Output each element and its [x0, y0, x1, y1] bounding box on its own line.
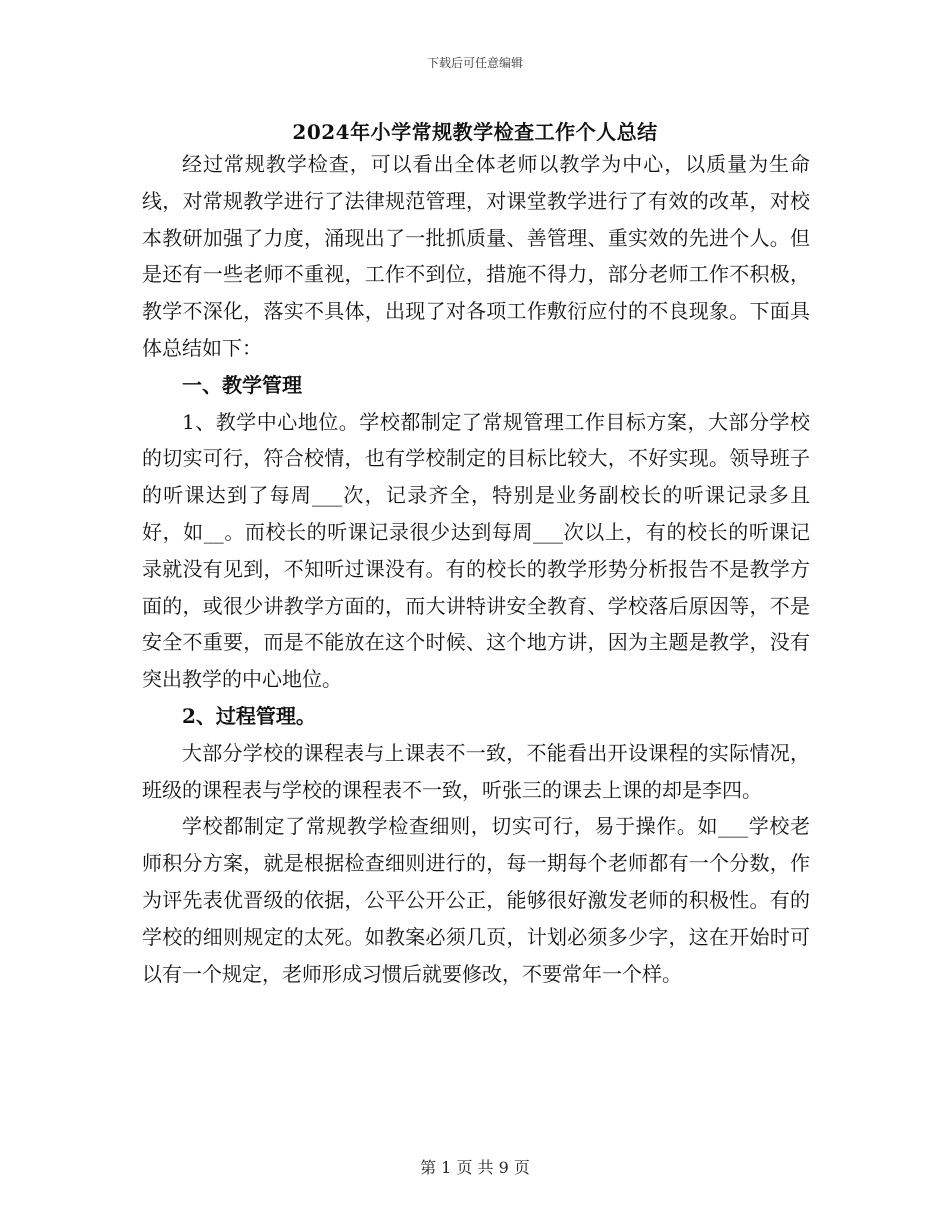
page-number: 第 1 页 共 9 页	[420, 1158, 530, 1177]
paragraph-teaching-center: 1、教学中心地位。学校都制定了常规管理工作目标方案，大部分学校的切实可行，符合校情，也有学校制定的目标比较大，不好实现。领导班子的听课达到了每周___次，记录齐全，特别是业务副校长的听课记录多且好，如__。而校长的听课记录很少达到每周___次以上，有的校长的听课记录就没有见到，不知听过课没有。有的校长的教学形势分析报告不是教学方面的，或很少讲教学方面的，而大讲特讲安全教育、学校落后原因等，不是安全不重要，而是不能放在这个时候、这个地方讲，因为主题是教学，没有突出教学的中心地位。	[142, 409, 810, 692]
download-note: 下载后可任意编辑	[426, 56, 523, 70]
document-title: 2024年小学常规教学检查工作个人总结	[292, 120, 658, 144]
subheading-process-management: 2、过程管理。	[182, 703, 316, 728]
document-body	[142, 146, 810, 992]
section-heading-teaching-management: 一、教学管理	[182, 372, 302, 397]
intro-paragraph: 经过常规教学检查，可以看出全体老师以教学为中心，以质量为生命线，对常规教学进行了法律规范管理，对课堂教学进行了有效的改革，对校本教研加强了力度，涌现出了一批抓质量、善管理、重实效的先进个人。但是还有一些老师不重视，工作不到位，措施不得力，部分老师工作不积极，教学不深化，落实不具体，出现了对各项工作敷衍应付的不良现象。下面具体总结如下：	[142, 152, 810, 360]
paragraph-timetable: 大部分学校的课程表与上课表不一致，不能看出开设课程的实际情况，班级的课程表与学校的课程表不一致，听张三的课去上课的却是李四。	[142, 740, 810, 802]
paragraph-inspection-rules: 学校都制定了常规教学检查细则，切实可行，易于操作。如___学校老师积分方案，就是根据检查细则进行的，每一期每个老师都有一个分数，作为评先表优晋级的依据，公平公开公正，能够很好激发老师的积极性。有的学校的细则规定的太死。如教案必须几页，计划必须多少字，这在开始时可以有一个规定，老师形成习惯后就要修改，不要常年一个样。	[142, 814, 810, 986]
